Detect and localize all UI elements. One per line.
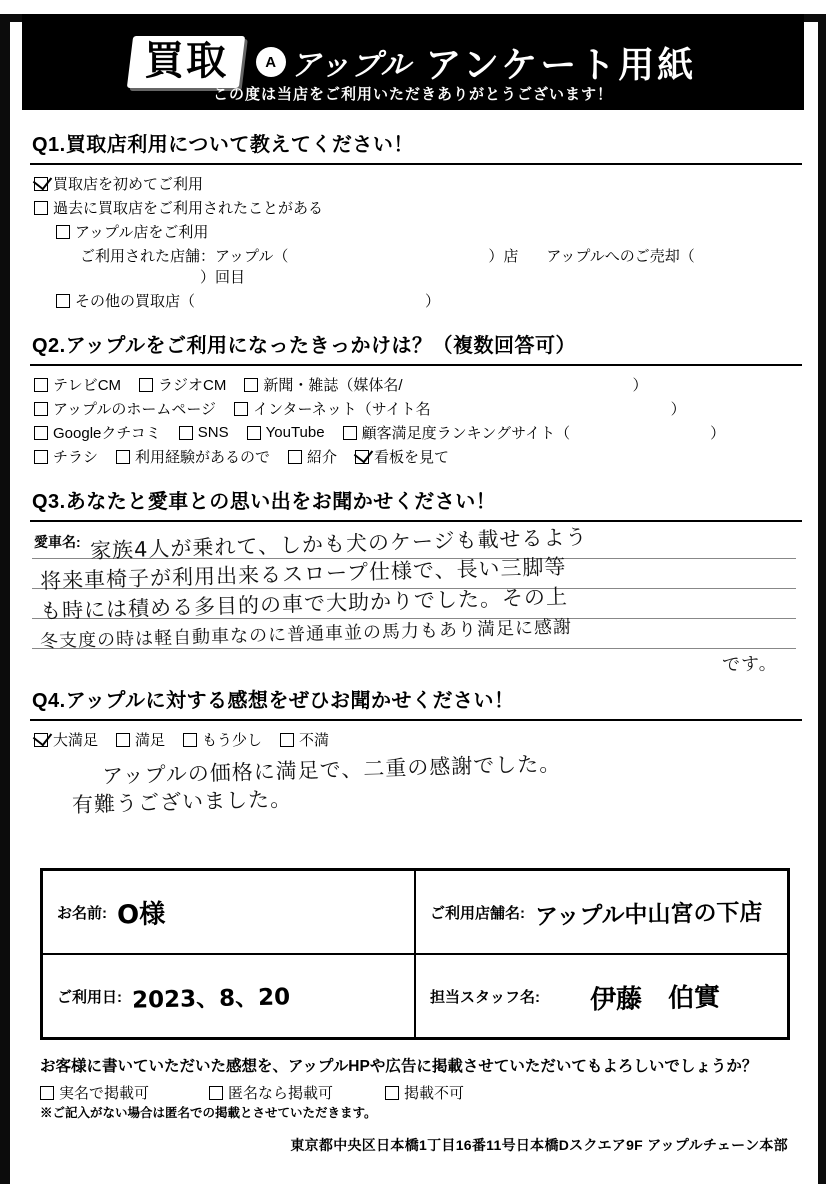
q2-option-referral[interactable] [288, 446, 337, 467]
q3-title: Q3.あなたと愛車との思い出をお聞かせください！ [32, 491, 497, 513]
company-address: 東京都中央区日本橋1丁目16番11号日本橋Dスクエア9F アップルチェーン本部 [290, 1137, 788, 1153]
checkbox-icon[interactable] [34, 733, 48, 747]
q4-option-satisfied[interactable] [116, 729, 165, 750]
apple-logo [256, 40, 412, 84]
q2-option-sns[interactable] [179, 424, 229, 441]
q3-underline [30, 520, 802, 522]
q1-option-row-3 [56, 221, 804, 242]
date-label: ご利用日: [57, 988, 122, 1006]
q2-option-ranking-site[interactable] [343, 422, 726, 443]
q2-option-label: SNS [197, 424, 229, 441]
q2-option-homepage[interactable] [34, 398, 216, 419]
scan-edge-left [0, 14, 10, 1184]
q3-handwriting-line-4: 冬支度の時は軽自動車なのに普通車並の馬力もあり満足に感謝 [39, 616, 573, 653]
checkbox-icon[interactable] [247, 426, 261, 440]
q3-handwriting-line-5: です。 [721, 653, 778, 676]
checkbox-icon[interactable] [355, 450, 369, 464]
name-label: お名前: [57, 904, 107, 922]
banner-subtitle: この度は当店をご利用いただきありがとうございます！ [212, 86, 613, 103]
q1-option-row-2 [34, 197, 804, 218]
q1-option-label: その他の買取店（ [75, 293, 196, 310]
q3-answer-area[interactable] [32, 525, 796, 680]
q1-option-label: 過去に買取店をご利用されたことがある [53, 200, 324, 217]
q1-option-row-4 [56, 290, 804, 311]
q1-option-label: アップル店をご利用 [75, 224, 209, 241]
q1-option-other-shop[interactable] [56, 290, 440, 311]
checkbox-icon[interactable] [40, 1086, 54, 1100]
checkbox-icon[interactable] [116, 450, 130, 464]
q2-option-label: 新聞・雑誌（媒体名/ [263, 377, 403, 394]
q2-option-internet[interactable] [234, 398, 686, 419]
publish-permission-options [40, 1082, 804, 1121]
checkbox-icon[interactable] [343, 426, 357, 440]
checkbox-icon[interactable] [139, 378, 153, 392]
checkbox-icon[interactable] [34, 378, 48, 392]
staff-cell[interactable] [415, 954, 788, 1038]
name-value: O様 [116, 898, 166, 930]
checkbox-icon[interactable] [34, 450, 48, 464]
checkbox-icon[interactable] [244, 378, 258, 392]
footer-option-label: 匿名なら掲載可 [228, 1085, 334, 1102]
q2-option-label: 紹介 [307, 449, 338, 466]
staff-value: 伊藤 伯實 [589, 982, 721, 1015]
q2-title: Q2.アップルをご利用になったきっかけは？（複数回答可） [32, 335, 577, 357]
q1-sell-label: アップルへのご売却（ [546, 248, 695, 265]
questionnaire-page [0, 14, 826, 1184]
q2-option-label: YouTube [265, 424, 325, 441]
q2-option-row-3 [34, 422, 804, 443]
checkbox-icon[interactable] [34, 177, 48, 191]
q2-option-label: アップルのホームページ [53, 401, 217, 418]
checkbox-icon[interactable] [34, 426, 48, 440]
footer-option-label: 掲載不可 [404, 1085, 465, 1102]
q4-title: Q4.アップルに対する感想をぜひお聞かせください！ [32, 690, 515, 712]
q1-option-used-before[interactable] [34, 197, 323, 218]
q1-shop-label-end: ）店 [488, 248, 519, 265]
banner-content [130, 36, 697, 88]
q3-handwriting-line-2: 将来車椅子が利用出来るスロープ仕様で、長い三脚等 [39, 554, 567, 594]
q1-option-row-1 [34, 173, 804, 194]
q4-option-label: 大満足 [53, 732, 99, 749]
q3-car-name-label: 愛車名: [34, 534, 81, 550]
footer-option-no-publish[interactable] [385, 1082, 464, 1103]
q2-option-youtube[interactable] [247, 424, 325, 441]
q1-option-first-time[interactable] [34, 173, 203, 194]
checkbox-icon[interactable] [34, 201, 48, 215]
q4-answer-area[interactable] [32, 751, 796, 854]
q2-option-row-1 [34, 374, 804, 395]
q1-option-used-apple[interactable] [56, 221, 208, 242]
checkbox-icon[interactable] [34, 402, 48, 416]
publish-permission-question: お客様に書いていただいた感想を、アップルHPや広告に掲載させていただいてもよろしいでしょうか？ [40, 1058, 758, 1075]
q2-option-label: ラジオCM [158, 377, 227, 394]
q4-option-label: 不満 [299, 732, 330, 749]
checkbox-icon[interactable] [183, 733, 197, 747]
header-banner [22, 14, 804, 110]
q4-option-a-bit-more[interactable] [183, 729, 262, 750]
q2-underline [30, 364, 802, 366]
scan-edge-right [818, 14, 826, 1184]
q3-handwriting-line-1: 家族4人が乗れて、しかも犬のケージも載せるよう [89, 525, 588, 563]
q1-shop-line [80, 245, 804, 287]
banner-title: アンケート用紙 [425, 43, 697, 85]
q4-handwriting-line-2: 有難うございました。 [71, 786, 293, 818]
q2-option-label-end: ） [670, 401, 686, 418]
q4-option-dissatisfied[interactable] [280, 729, 329, 750]
checkbox-icon[interactable] [209, 1086, 223, 1100]
q2-option-row-2 [34, 398, 804, 419]
q2-option-label: インターネット（サイト名 [253, 401, 431, 418]
q2-option-signboard[interactable] [355, 446, 449, 467]
apple-mark-icon: A [256, 47, 286, 77]
q2-option-label: 利用経験があるので [135, 449, 271, 466]
q3-handwriting-line-3: も時には積める多目的の車で大助かりでした。その上 [39, 584, 569, 624]
q4-handwriting-line-1: アップルの価格に満足で、二重の感謝でした。 [101, 751, 562, 789]
date-value: 2023、8、20 [131, 983, 291, 1014]
footer-option-anonymous[interactable] [209, 1082, 333, 1103]
q1-option-label-end: ） [425, 293, 441, 310]
q2-option-row-4 [34, 446, 804, 467]
q2-option-label-end: ） [710, 425, 726, 442]
q1-title: Q1.買取店利用について教えてください！ [32, 134, 414, 156]
kaitori-badge-label: 買取 [143, 39, 228, 83]
q1-option-label: 買取店を初めてご利用 [53, 176, 204, 193]
q2-option-label: Googleクチコミ [53, 425, 161, 442]
checkbox-icon[interactable] [56, 294, 70, 308]
staff-label: 担当スタッフ名: [430, 988, 540, 1006]
apple-brand-word: アップル [290, 49, 412, 82]
q2-option-label: チラシ [53, 449, 99, 466]
shop-label: ご利用店舗名: [430, 904, 525, 922]
q2-option-label-end: ） [632, 377, 648, 394]
q2-option-tv-cm[interactable] [34, 374, 121, 395]
footer-option-label: 実名で掲載可 [59, 1085, 150, 1102]
q2-option-label: テレビCM [53, 377, 122, 394]
footer-note: ※ご記入がない場合は匿名での掲載とさせていただきます。 [40, 1106, 377, 1120]
q4-option-very-satisfied[interactable] [34, 729, 98, 750]
checkbox-icon[interactable] [116, 733, 130, 747]
q2-option-newspaper[interactable] [244, 374, 647, 395]
q1-sell-label-end: ）回目 [200, 269, 246, 286]
checkbox-icon[interactable] [56, 225, 70, 239]
shop-cell[interactable] [415, 870, 788, 954]
footer-option-real-name[interactable] [40, 1082, 149, 1103]
q4-option-label: もう少し [202, 732, 263, 749]
q4-underline [30, 719, 802, 721]
checkbox-icon[interactable] [179, 426, 193, 440]
q2-option-label: 顧客満足度ランキングサイト（ [361, 425, 571, 442]
q4-option-row [34, 729, 804, 750]
q2-option-google-review[interactable] [34, 422, 161, 443]
q2-option-radio-cm[interactable] [139, 374, 226, 395]
checkbox-icon[interactable] [288, 450, 302, 464]
q1-shop-label: ご利用された店舗：アップル（ [80, 248, 289, 265]
checkbox-icon[interactable] [234, 402, 248, 416]
checkbox-icon[interactable] [385, 1086, 399, 1100]
kaitori-badge [127, 36, 245, 88]
q2-option-flyer[interactable] [34, 446, 98, 467]
date-cell[interactable] [42, 954, 415, 1038]
q4-option-label: 満足 [135, 732, 166, 749]
q2-option-previous-experience[interactable] [116, 446, 270, 467]
shop-value: アップル中山宮の下店 [534, 899, 763, 930]
q1-underline [30, 163, 802, 165]
checkbox-icon[interactable] [280, 733, 294, 747]
customer-info-table [40, 868, 790, 1040]
q2-option-label: 看板を見て [374, 449, 450, 466]
name-cell[interactable] [42, 870, 415, 954]
